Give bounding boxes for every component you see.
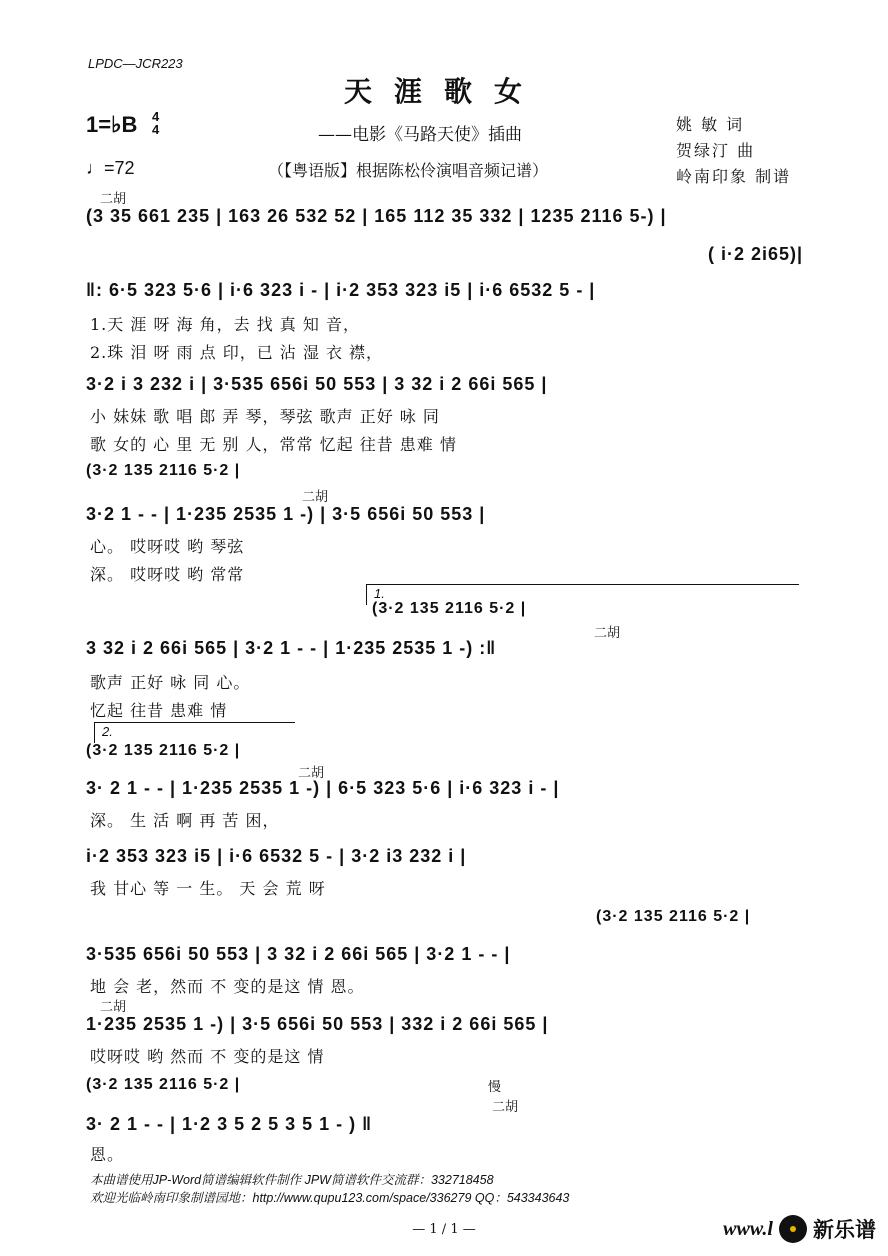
key-signature: 1=♭B	[86, 112, 138, 137]
record-disc-icon	[779, 1215, 807, 1243]
lyricist-credit: 姚 敏 词	[676, 115, 745, 134]
meter-bottom: 4	[152, 122, 160, 137]
tempo-marking: ♩=72	[86, 158, 135, 178]
notation-line-3: 3·2 i 3 232 i | 3·535 656i 50 553 | 3 32 i 2 66i 565 |	[86, 374, 548, 394]
accompaniment-line-10: (3·2 135 2116 5·2 |	[86, 1076, 241, 1093]
song-title: 天涯歌女	[343, 75, 544, 108]
notation-line-9: 1·235 2535 1 -) | 3·5 656i 50 553 | 332 i 2 66i 565 |	[86, 1014, 549, 1034]
lyric-line-7: 我 甘心 等 一 生。 天 会 荒 呀	[90, 879, 326, 898]
notation-line-6: 3· 2 1 - - | 1·235 2535 1 -) | 6·5 323 5·6 | i·6 323 i - |	[86, 778, 560, 798]
footer-software-note: 本曲谱使用JP-Word简谱编辑软件制作 JPW简谱软件交流群：332718458	[90, 1173, 494, 1187]
site-url-fragment: www.l	[723, 1217, 773, 1240]
footer-website-note: 欢迎光临岭南印象制谱园地：http://www.qupu123.com/space/336279 QQ：543343643	[90, 1191, 570, 1205]
accompaniment-line-5: (3·2 135 2116 5·2 |	[372, 600, 527, 617]
arranger-credit: 岭南印象 制谱	[676, 167, 792, 186]
erhu-label: 二胡	[298, 765, 325, 780]
notation-line-7: i·2 353 323 i5 | i·6 6532 5 - | 3·2 i3 232 i |	[86, 846, 467, 866]
ending-1-label: 1.	[374, 586, 385, 601]
erhu-label: 二胡	[492, 1099, 519, 1114]
notation-line-1: (3 35 661 235 | 163 26 532 52 | 165 112 35 332 | 1235 2116 5-) |	[86, 206, 667, 226]
notation-line-1b: ( i·2 2i65)|	[708, 244, 804, 264]
notation-line-4: 3·2 1 - - | 1·235 2535 1 -) | 3·5 656i 50 553 |	[86, 504, 486, 524]
accompaniment-line-8: (3·2 135 2116 5·2 |	[596, 908, 751, 925]
lyric-line-2-verse-2: 2.珠 泪 呀 雨 点 印，已 沾 湿 衣 襟，	[90, 343, 384, 362]
composer-credit: 贺绿汀 曲	[676, 141, 756, 160]
volta-bracket-2	[94, 722, 295, 743]
site-logo	[723, 1214, 876, 1244]
lyric-line-4-verse-2: 深。 哎呀哎 哟 常常	[90, 565, 245, 584]
erhu-label: 二胡	[302, 489, 329, 504]
page-number: — 1 / 1 —	[412, 1222, 476, 1237]
meter-top: 4	[152, 109, 160, 124]
lyric-line-2-verse-1: 1.天 涯 呀 海 角，去 找 真 知 音，	[90, 315, 360, 334]
lyric-line-8: 地 会 老，然而 不 变的是这 情 恩。	[90, 977, 365, 996]
erhu-label: 二胡	[594, 625, 621, 640]
ending-2-label: 2.	[102, 724, 113, 739]
notation-line-5: 3 32 i 2 66i 565 | 3·2 1 - - | 1·235 2535 1 -) :‖	[86, 638, 497, 658]
lyric-line-5-verse-1: 歌声 正好 咏 同 心。	[90, 673, 251, 692]
slow-marking: 慢	[488, 1079, 502, 1094]
lyric-line-9: 哎呀哎 哟 然而 不 变的是这 情	[90, 1047, 325, 1066]
score-code: LPDC—JCR223	[88, 56, 183, 71]
subtitle: ——电影《马路天使》插曲	[318, 125, 522, 145]
transcription-note: （【粤语版】根据陈松伶演唱音频记谱）	[268, 161, 549, 180]
accompaniment-line-6: (3·2 135 2116 5·2 |	[86, 742, 241, 759]
notation-line-8: 3·535 656i 50 553 | 3 32 i 2 66i 565 | 3·2 1 - - |	[86, 944, 511, 964]
notation-line-2: ‖: 6·5 323 5·6 | i·6 323 i - | i·2 353 323 i5 | i·6 6532 5 - |	[86, 280, 596, 300]
lyric-line-10: 恩。	[90, 1145, 125, 1164]
erhu-label: 二胡	[100, 999, 127, 1014]
accompaniment-line-4: (3·2 135 2116 5·2 |	[86, 462, 241, 479]
lyric-line-3-verse-1: 小 妹妹 歌 唱 郎 弄 琴，琴弦 歌声 正好 咏 同	[90, 407, 440, 426]
time-signature	[152, 110, 159, 136]
lyric-line-4-verse-1: 心。 哎呀哎 哟 琴弦	[90, 537, 245, 556]
lyric-line-6: 深。 生 活 啊 再 苦 困，	[90, 811, 280, 830]
lyric-line-3-verse-2: 歌 女的 心 里 无 别 人，常常 忆起 往昔 患难 情	[90, 435, 457, 454]
notation-line-10: 3· 2 1 - - | 1·2 3 5 2 5 3 5 1 - ) ‖	[86, 1114, 373, 1134]
lyric-line-5-verse-2: 忆起 往昔 患难 情	[90, 701, 228, 720]
brand-name: 新乐谱	[813, 1218, 876, 1242]
erhu-label: 二胡	[100, 191, 127, 206]
